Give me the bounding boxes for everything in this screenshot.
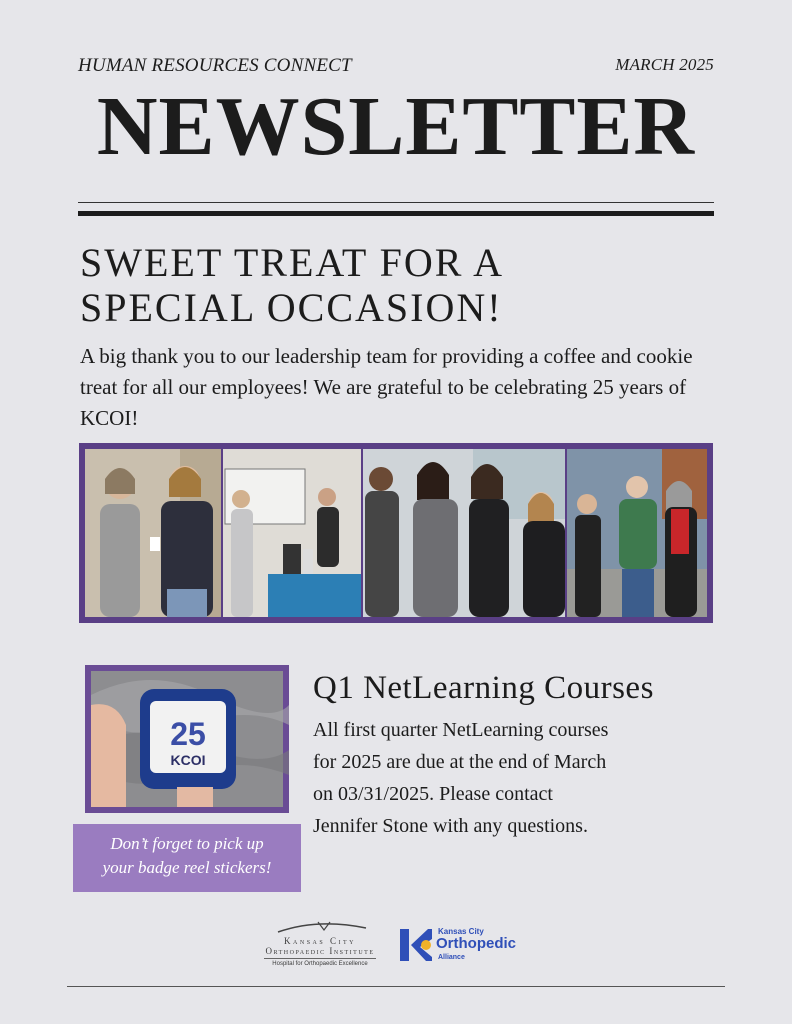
kcoi-logo-line2: Orthopaedic Institute [265, 946, 375, 956]
feature-headline [80, 240, 700, 330]
badge-number: 25 [170, 716, 206, 752]
badge-caption [73, 824, 301, 892]
photo-coffee-table [223, 449, 361, 617]
photo-two-employees [85, 449, 221, 617]
kco-logo-bottom: Alliance [438, 954, 465, 961]
badge-caption-line2: your badge reel stickers! [102, 858, 272, 877]
courses-body-line: for 2025 are due at the end of March [313, 751, 607, 773]
kcoi-logo-line1: Kansas City [284, 936, 356, 946]
kco-alliance-logo [398, 925, 548, 965]
masthead-rule-thin [78, 202, 714, 203]
courses-body-line: All first quarter NetLearning courses [313, 719, 609, 741]
courses-body-line: Jennifer Stone with any questions. [313, 815, 588, 837]
courses-title: Q1 NetLearning Courses [313, 670, 654, 706]
badge-reel-photo [85, 665, 289, 813]
kcoi-logo-tagline: Hospital for Orthopaedic Excellence [264, 958, 376, 969]
kcoi-logo [258, 918, 382, 970]
kco-logo-main: Orthopedic [436, 935, 517, 952]
kco-logo-top: Kansas City [438, 927, 484, 936]
photo-group-with-drinks [363, 449, 565, 617]
feature-headline-line1: SWEET TREAT FOR A [80, 240, 505, 285]
issue-date: MARCH 2025 [615, 55, 714, 74]
kcoi-swoosh-icon [258, 918, 382, 936]
newsletter-kicker: HUMAN RESOURCES CONNECT [78, 55, 352, 76]
kco-k-icon [398, 927, 434, 963]
celebration-photo-collage [79, 443, 713, 623]
footer-rule [67, 986, 725, 987]
masthead-rule-thick [78, 211, 714, 216]
photo-outdoor-group [567, 449, 707, 617]
feature-body: A big thank you to our leadership team for providing a coffee and cookie treat for all our employees! We are grateful to be celebrating 25 years of KCOI! [80, 344, 693, 430]
feature-headline-line2: SPECIAL OCCASION! [80, 285, 503, 330]
courses-body [313, 714, 673, 842]
masthead-title: NEWSLETTER [96, 80, 696, 173]
badge-caption-line1: Don’t forget to pick up [110, 834, 264, 853]
courses-body-line: on 03/31/2025. Please contact [313, 783, 553, 805]
badge-kcoi-text: KCOI [170, 752, 206, 768]
